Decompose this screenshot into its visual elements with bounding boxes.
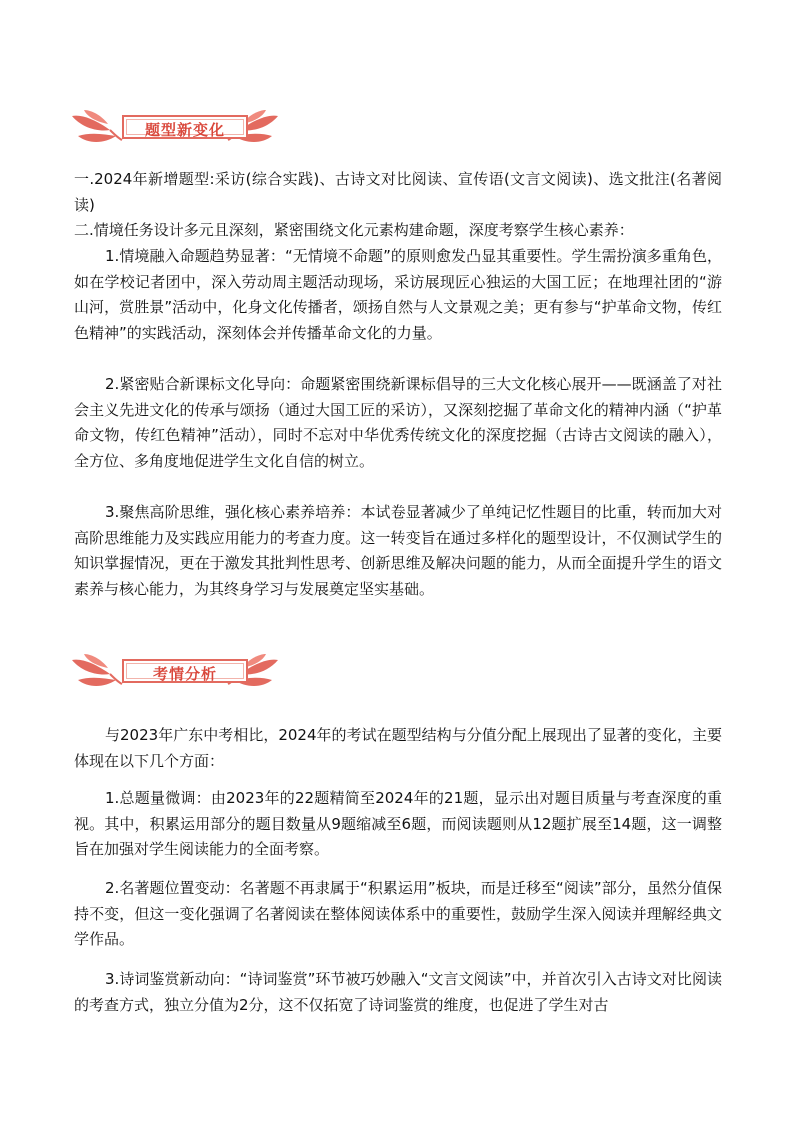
paragraph: 1.总题量微调：由2023年的22题精简至2024年的21题，显示出对题目质量与考查深度的重视。其中，积累运用部分的题目数量从9题缩减至6题，而阅读题则从12题扩展至14题，这一调整旨在加强对学生阅读能力的全面考察。 (74, 789, 722, 859)
heading-box (122, 659, 248, 683)
paragraph: 2.名著题位置变动：名著题不再隶属于“积累运用”板块，而是迁移至“阅读”部分，虽然分值保持不变，但这一变化强调了名著阅读在整体阅读体系中的重要性，鼓励学生深入阅读并理解经典文学作品。 (74, 879, 722, 949)
heading-box (122, 115, 248, 139)
paragraph: 一.2024年新增题型:采访(综合实践)、古诗文对比阅读、宣传语(文言文阅读)、选文批注(名著阅读) (74, 170, 722, 214)
section-heading (70, 650, 280, 694)
paragraph: 与2023年广东中考相比，2024年的考试在题型结构与分值分配上展现出了显著的变化，主要体现在以下几个方面： (74, 726, 722, 770)
section-heading (70, 106, 280, 150)
paragraph: 2.紧密贴合新课标文化导向：命题紧密围绕新课标倡导的三大文化核心展开——既涵盖了对社会主义先进文化的传承与颂扬（通过大国工匠的采访），又深刻挖掘了革命文化的精神内涵（“护革命文物，传红色精神”活动），同时不忘对中华优秀传统文化的深度挖掘（古诗古文阅读的融入），全方位、多角度地促进学生文化自信的树立。 (74, 375, 722, 470)
paragraph: 3.聚焦高阶思维，强化核心素养培养：本试卷显著减少了单纯记忆性题目的比重，转而加大对高阶思维能力及实践应用能力的考查力度。这一转变旨在通过多样化的题型设计，不仅测试学生的知识掌握情况，更在于激发其批判性思考、创新思维及解决问题的能力，从而全面提升学生的语文素养与核心能力，为其终身学习与发展奠定坚实基础。 (74, 503, 722, 598)
paragraph: 二.情境任务设计多元且深刻，紧密围绕文化元素构建命题，深度考察学生核心素养： (74, 221, 634, 239)
paragraph: 1.情境融入命题趋势显著：“无情境不命题”的原则愈发凸显其重要性。学生需扮演多重角色，如在学校记者团中，深入劳动周主题活动现场，采访展现匠心独运的大国工匠；在地理社团的“游山河，赏胜景”活动中，化身文化传播者，颂扬自然与人文景观之美；更有参与“护革命文物，传红色精神”的实践活动，深刻体会并传播革命文化的力量。 (74, 247, 722, 342)
heading-title: 题型新变化 (144, 121, 225, 139)
paragraph: 3.诗词鉴赏新动向：“诗词鉴赏”环节被巧妙融入“文言文阅读”中，并首次引入古诗文对比阅读的考查方式，独立分值为2分，这不仅拓宽了诗词鉴赏的维度，也促进了学生对古 (74, 970, 722, 1014)
heading-title: 考情分析 (152, 665, 217, 683)
